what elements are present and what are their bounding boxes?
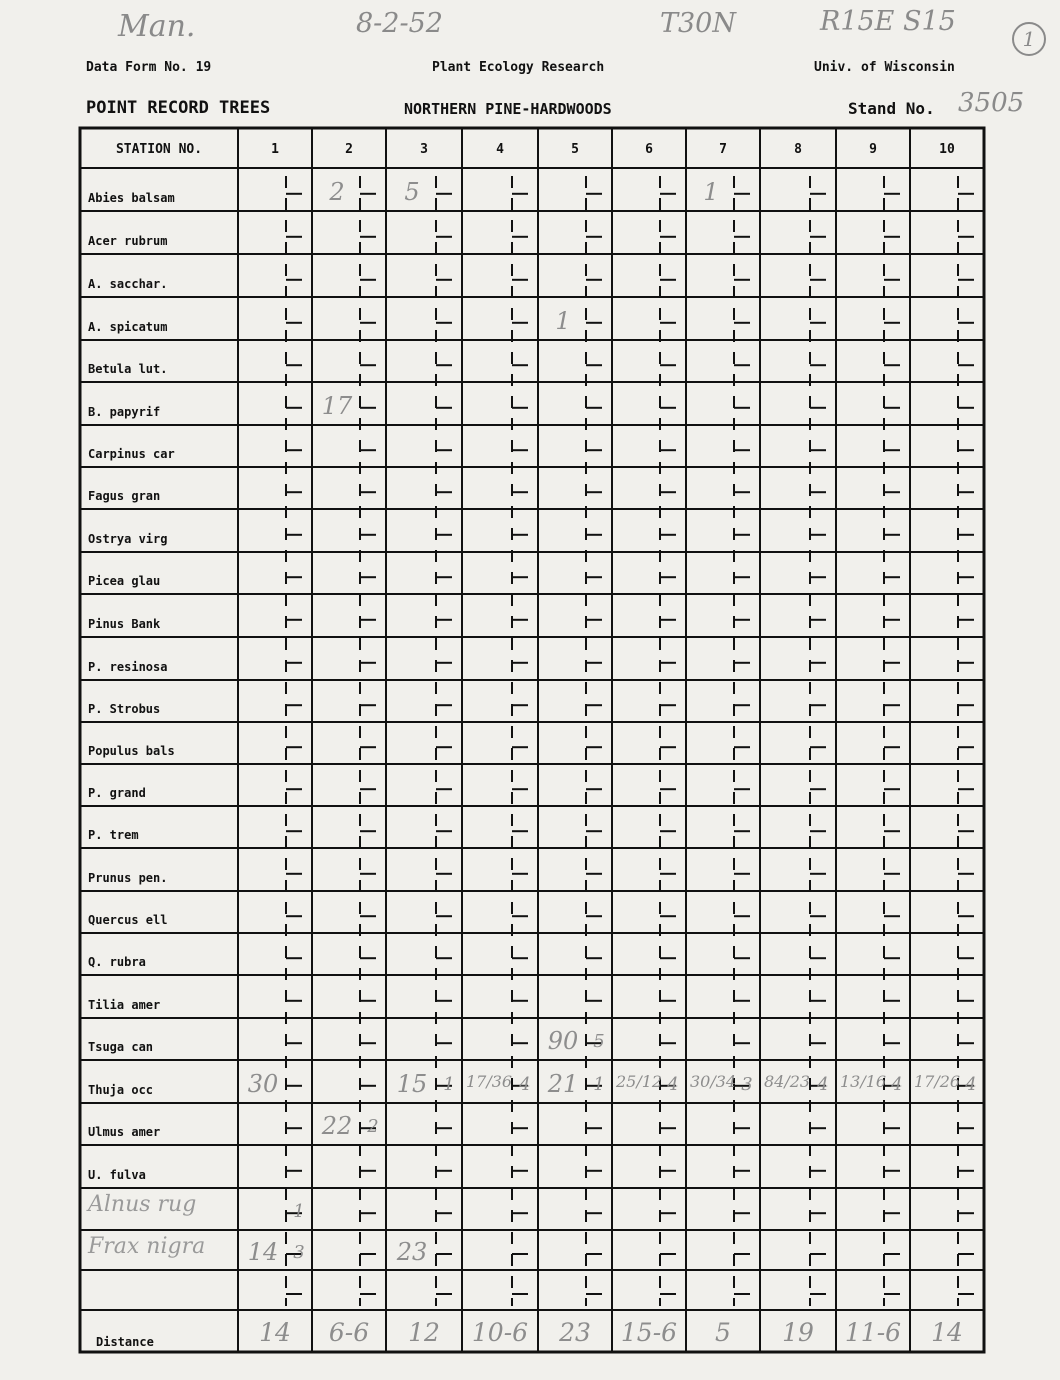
cell-distance-value: 17/26 xyxy=(914,1071,961,1091)
species-label: Tilia amer xyxy=(88,997,161,1012)
species-label: Tsuga can xyxy=(88,1040,154,1054)
range-section: R15E S15 xyxy=(820,6,956,37)
cell-distance-value: 30/34 xyxy=(690,1071,737,1091)
species-label: Prunus pen. xyxy=(88,870,168,885)
station-header-9: 9 xyxy=(869,142,877,157)
species-label: P. Strobus xyxy=(88,702,161,716)
cell-distance-value: 1 xyxy=(703,177,719,206)
species-label: Fagus gran xyxy=(88,489,161,503)
cell-count-value: 1 xyxy=(443,1073,455,1095)
species-label: Pinus Bank xyxy=(88,616,161,631)
stand-number: 3505 xyxy=(958,88,1025,118)
distance-value: 5 xyxy=(715,1318,731,1347)
form-number: Data Form No. 19 xyxy=(86,60,212,75)
distance-label: Distance xyxy=(96,1335,154,1349)
cell-distance-value: 13/16 xyxy=(840,1071,887,1091)
cell-distance-value: 23 xyxy=(396,1238,428,1266)
cell-distance-value: 2 xyxy=(329,177,345,206)
species-label: P. resinosa xyxy=(88,659,168,674)
distance-value: 14 xyxy=(259,1318,291,1347)
station-header-2: 2 xyxy=(345,142,353,157)
species-label: Thuja occ xyxy=(88,1082,154,1097)
township: T30N xyxy=(660,8,736,39)
species-label: A. sacchar. xyxy=(88,276,168,291)
cell-count-value: 2 xyxy=(367,1116,379,1137)
species-label: Carpinus car xyxy=(88,447,175,461)
species-label: B. papyrif xyxy=(88,404,161,419)
species-label: Acer rubrum xyxy=(88,233,168,248)
species-label: A. spicatum xyxy=(88,319,168,334)
station-header-4: 4 xyxy=(496,142,504,157)
species-label: Ostrya virg xyxy=(88,531,168,546)
distance-value: 12 xyxy=(408,1318,440,1347)
species-label: Q. rubra xyxy=(88,955,146,969)
record-type-title: POINT RECORD TREES xyxy=(86,98,271,118)
cell-distance-value: 15 xyxy=(396,1069,428,1098)
cell-distance-value: 14 xyxy=(247,1238,279,1266)
station-header-7: 7 xyxy=(719,142,727,157)
cell-distance-value: 30 xyxy=(247,1069,279,1098)
cell-count-value: 5 xyxy=(593,1031,605,1052)
station-header-6: 6 xyxy=(645,142,653,157)
station-header-3: 3 xyxy=(420,142,428,157)
record-date: 8-2-52 xyxy=(356,8,443,39)
organization: Plant Ecology Research xyxy=(432,60,605,75)
cell-count-value: 3 xyxy=(293,1242,305,1263)
stand-label: Stand No. xyxy=(848,99,935,118)
species-label: P. grand xyxy=(88,786,146,800)
cell-count-value: 4 xyxy=(817,1073,829,1095)
cell-count-value: 1 xyxy=(293,1201,305,1222)
station-header-1: 1 xyxy=(271,142,279,157)
distance-value: 6-6 xyxy=(328,1318,370,1347)
cell-count-value: 4 xyxy=(519,1073,531,1095)
cell-distance-value: 84/23 xyxy=(764,1071,811,1091)
observer-initials: Man. xyxy=(118,9,196,44)
species-label: Betula lut. xyxy=(88,362,168,376)
cell-distance-value: 17 xyxy=(321,391,353,420)
handwritten-species-label: Frax nigra xyxy=(88,1234,206,1259)
species-label: Picea glau xyxy=(88,574,161,588)
species-label: Ulmus amer xyxy=(88,1125,161,1139)
cell-count-value: 3 xyxy=(741,1073,753,1095)
handwritten-species-label: Alnus rug xyxy=(88,1192,197,1217)
cell-distance-value: 25/12 xyxy=(616,1071,663,1091)
cell-count-value: 4 xyxy=(891,1073,903,1095)
cell-distance-value: 5 xyxy=(404,177,420,206)
species-label: Abies balsam xyxy=(88,190,175,205)
cell-distance-value: 21 xyxy=(547,1069,579,1098)
species-label: U. fulva xyxy=(88,1167,146,1182)
species-label: P. trem xyxy=(88,828,139,842)
species-label: Quercus ell xyxy=(88,913,168,927)
distance-value: 23 xyxy=(559,1318,591,1347)
table-border xyxy=(80,128,984,1352)
cell-distance-value: 17/36 xyxy=(466,1071,513,1091)
station-header-10: 10 xyxy=(939,142,955,157)
distance-value: 15-6 xyxy=(620,1318,678,1347)
cell-distance-value: 90 xyxy=(547,1027,579,1055)
cell-distance-value: 22 xyxy=(321,1112,353,1140)
community-title: NORTHERN PINE-HARDWOODS xyxy=(404,100,612,118)
cell-count-value: 4 xyxy=(965,1073,977,1095)
cell-count-value: 4 xyxy=(667,1073,679,1095)
station-header-5: 5 xyxy=(571,142,579,157)
station-header-8: 8 xyxy=(794,142,802,157)
species-label: Populus bals xyxy=(88,744,175,758)
distance-value: 14 xyxy=(931,1318,963,1347)
cell-count-value: 1 xyxy=(593,1073,605,1095)
sheet-number: 1 xyxy=(1012,22,1046,56)
distance-value: 11-6 xyxy=(844,1318,902,1347)
distance-value: 19 xyxy=(782,1318,814,1347)
university: Univ. of Wisconsin xyxy=(814,60,955,75)
station-number-header: STATION NO. xyxy=(115,142,203,157)
distance-value: 10-6 xyxy=(471,1318,529,1347)
cell-distance-value: 1 xyxy=(555,306,571,335)
